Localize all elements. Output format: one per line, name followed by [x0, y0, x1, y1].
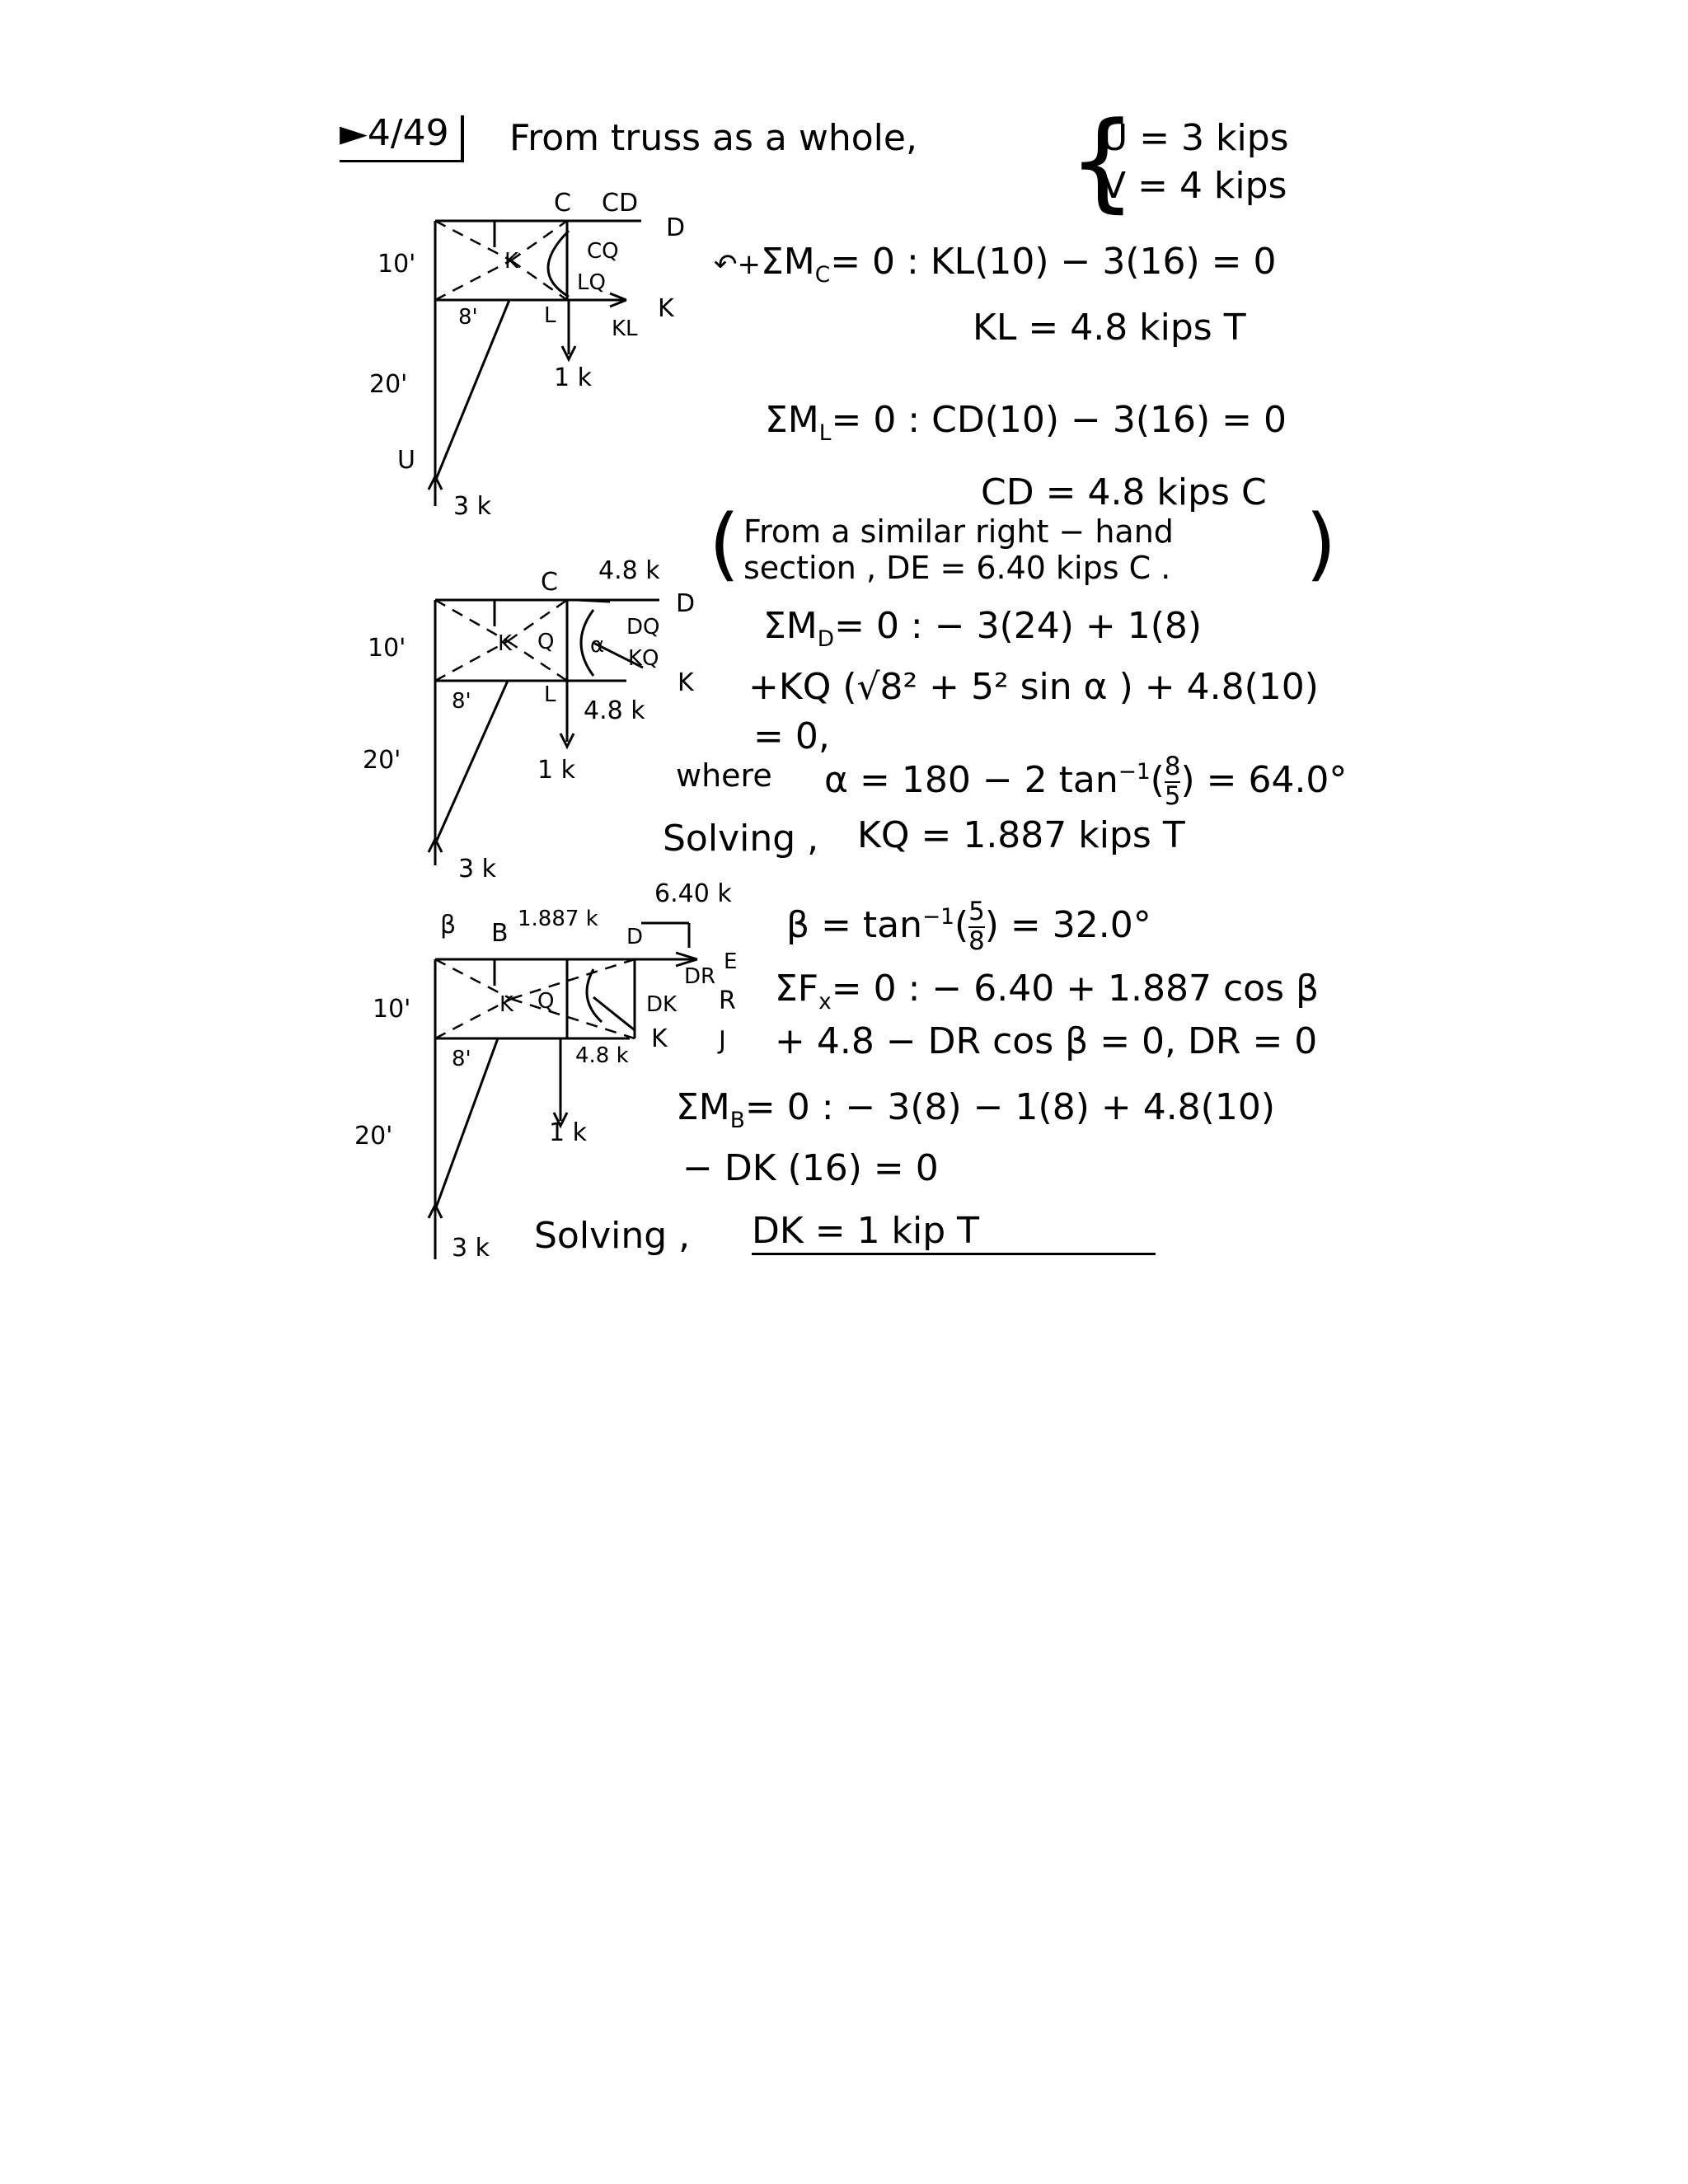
d1-label-k-small: K: [504, 249, 519, 274]
d3-force-top: 1.887 k: [518, 907, 598, 931]
step2-result: CD = 4.8 kips C: [981, 471, 1267, 513]
d3-label-k: K: [651, 1024, 668, 1053]
step3-line1: $\Sigma M_D= 0$ : − 3(24) + 1(8): [763, 605, 1203, 652]
step4-mb: $\Sigma M_B= 0$ : − 3(8) − 1(8) + 4.8(10): [676, 1086, 1275, 1133]
d3-dim-10: 10': [373, 995, 411, 1024]
d2-label-q: Q: [537, 630, 555, 654]
d1-label-u: U: [397, 446, 415, 475]
d2-dim-8: 8': [452, 689, 471, 714]
step3-line3: = 0,: [753, 715, 830, 757]
d3-label-b: B: [491, 919, 509, 948]
d1-label-l: L: [544, 303, 556, 328]
step3-result: KQ = 1.887 kips T: [857, 814, 1185, 856]
d1-label-cq: CQ: [587, 239, 619, 264]
d2-label-dq: DQ: [626, 615, 660, 640]
problem-number: ►4/49: [340, 115, 464, 162]
d3-label-j: J: [719, 1026, 726, 1055]
d3-label-beta: β: [440, 911, 457, 940]
brace: {: [1068, 98, 1137, 223]
d1-label-d: D: [666, 213, 686, 242]
step3-where-expr: α = 180 − 2 $\tan^{-1}$( $\frac{8}{5}$ ) = 64.0°: [824, 752, 1348, 811]
step3-line2: +KQ (√8² + 5² sin α ) + 4.8(10): [748, 666, 1319, 708]
problem-intro: From truss as a whole,: [509, 117, 917, 159]
d1-load: 1 k: [554, 363, 592, 392]
d2-force-top: 4.8 k: [598, 556, 660, 585]
d2-dim-10: 10': [368, 634, 406, 663]
step1-result: KL = 4.8 kips T: [973, 307, 1246, 349]
note-line2: section , DE = 6.40 kips C .: [743, 550, 1171, 586]
d1-dim-20: 20': [369, 370, 408, 399]
d3-label-dr: DR: [684, 964, 716, 989]
d2-support: 3 k: [458, 855, 496, 883]
d2-dim-20: 20': [363, 746, 401, 775]
step4-fx-line2: + 4.8 − DR cos β = 0, DR = 0: [775, 1020, 1318, 1062]
d2-label-l: L: [544, 682, 556, 707]
d3-force-de: 6.40 k: [654, 879, 732, 908]
d3-label-k-small: K: [499, 992, 514, 1017]
d3-dim-20: 20': [354, 1122, 393, 1151]
d1-label-lq: LQ: [577, 270, 606, 295]
step2-moment-eq: $\Sigma M_L= 0$ : CD(10) − 3(16) = 0: [765, 399, 1287, 446]
d3-label-dk: DK: [646, 992, 678, 1017]
d1-label-k: K: [658, 294, 674, 323]
d3-dim-8: 8': [452, 1047, 471, 1071]
step3-where-label: where: [676, 757, 772, 794]
d1-label-c: C: [554, 189, 571, 218]
d2-label-kq: KQ: [628, 646, 659, 671]
d3-label-r: R: [719, 987, 736, 1015]
d2-label-k-small: K: [498, 631, 513, 656]
d3-load: 1 k: [549, 1118, 587, 1147]
d1-dim-10: 10': [377, 250, 416, 279]
d3-support: 3 k: [452, 1234, 490, 1263]
d1-label-kl: KL: [612, 316, 638, 341]
note-line1: From a similar right − hand: [743, 513, 1174, 550]
d2-label-alpha: α: [590, 633, 605, 658]
d1-dim-8: 8': [458, 305, 478, 330]
reaction-u: U = 3 kips: [1101, 117, 1289, 159]
d1-label-cd: CD: [602, 189, 639, 218]
step1-moment-eq: $↶+\Sigma M_C= 0$ : KL(10) − 3(16) = 0: [714, 241, 1277, 288]
d2-force-bottom: 4.8 k: [584, 696, 645, 725]
reaction-v: V = 4 kips: [1101, 165, 1287, 207]
step4-mb-line2: − DK (16) = 0: [682, 1147, 939, 1189]
step3-solving: Solving ,: [663, 818, 819, 860]
d3-label-q: Q: [537, 989, 555, 1014]
final-answer: DK = 1 kip T: [752, 1213, 1156, 1255]
d3-force-bottom: 4.8 k: [575, 1043, 629, 1068]
step4-solving: Solving ,: [534, 1215, 691, 1257]
step4-fx: $\Sigma F_x= 0$ : − 6.40 + 1.887 cos β: [775, 968, 1320, 1015]
note-paren-right: ): [1306, 498, 1337, 590]
d1-support: 3 k: [453, 492, 491, 521]
d2-label-k: K: [678, 668, 694, 697]
step4-beta: $\beta = \tan^{-1}$( $\frac{5}{8}$ ) = 32.0°: [786, 897, 1151, 956]
d3-label-d: D: [626, 925, 644, 949]
d2-label-d: D: [676, 589, 696, 618]
note-paren-left: (: [709, 498, 740, 590]
d3-label-e: E: [724, 949, 738, 974]
d2-load: 1 k: [537, 756, 575, 785]
d2-label-c: C: [541, 568, 558, 597]
